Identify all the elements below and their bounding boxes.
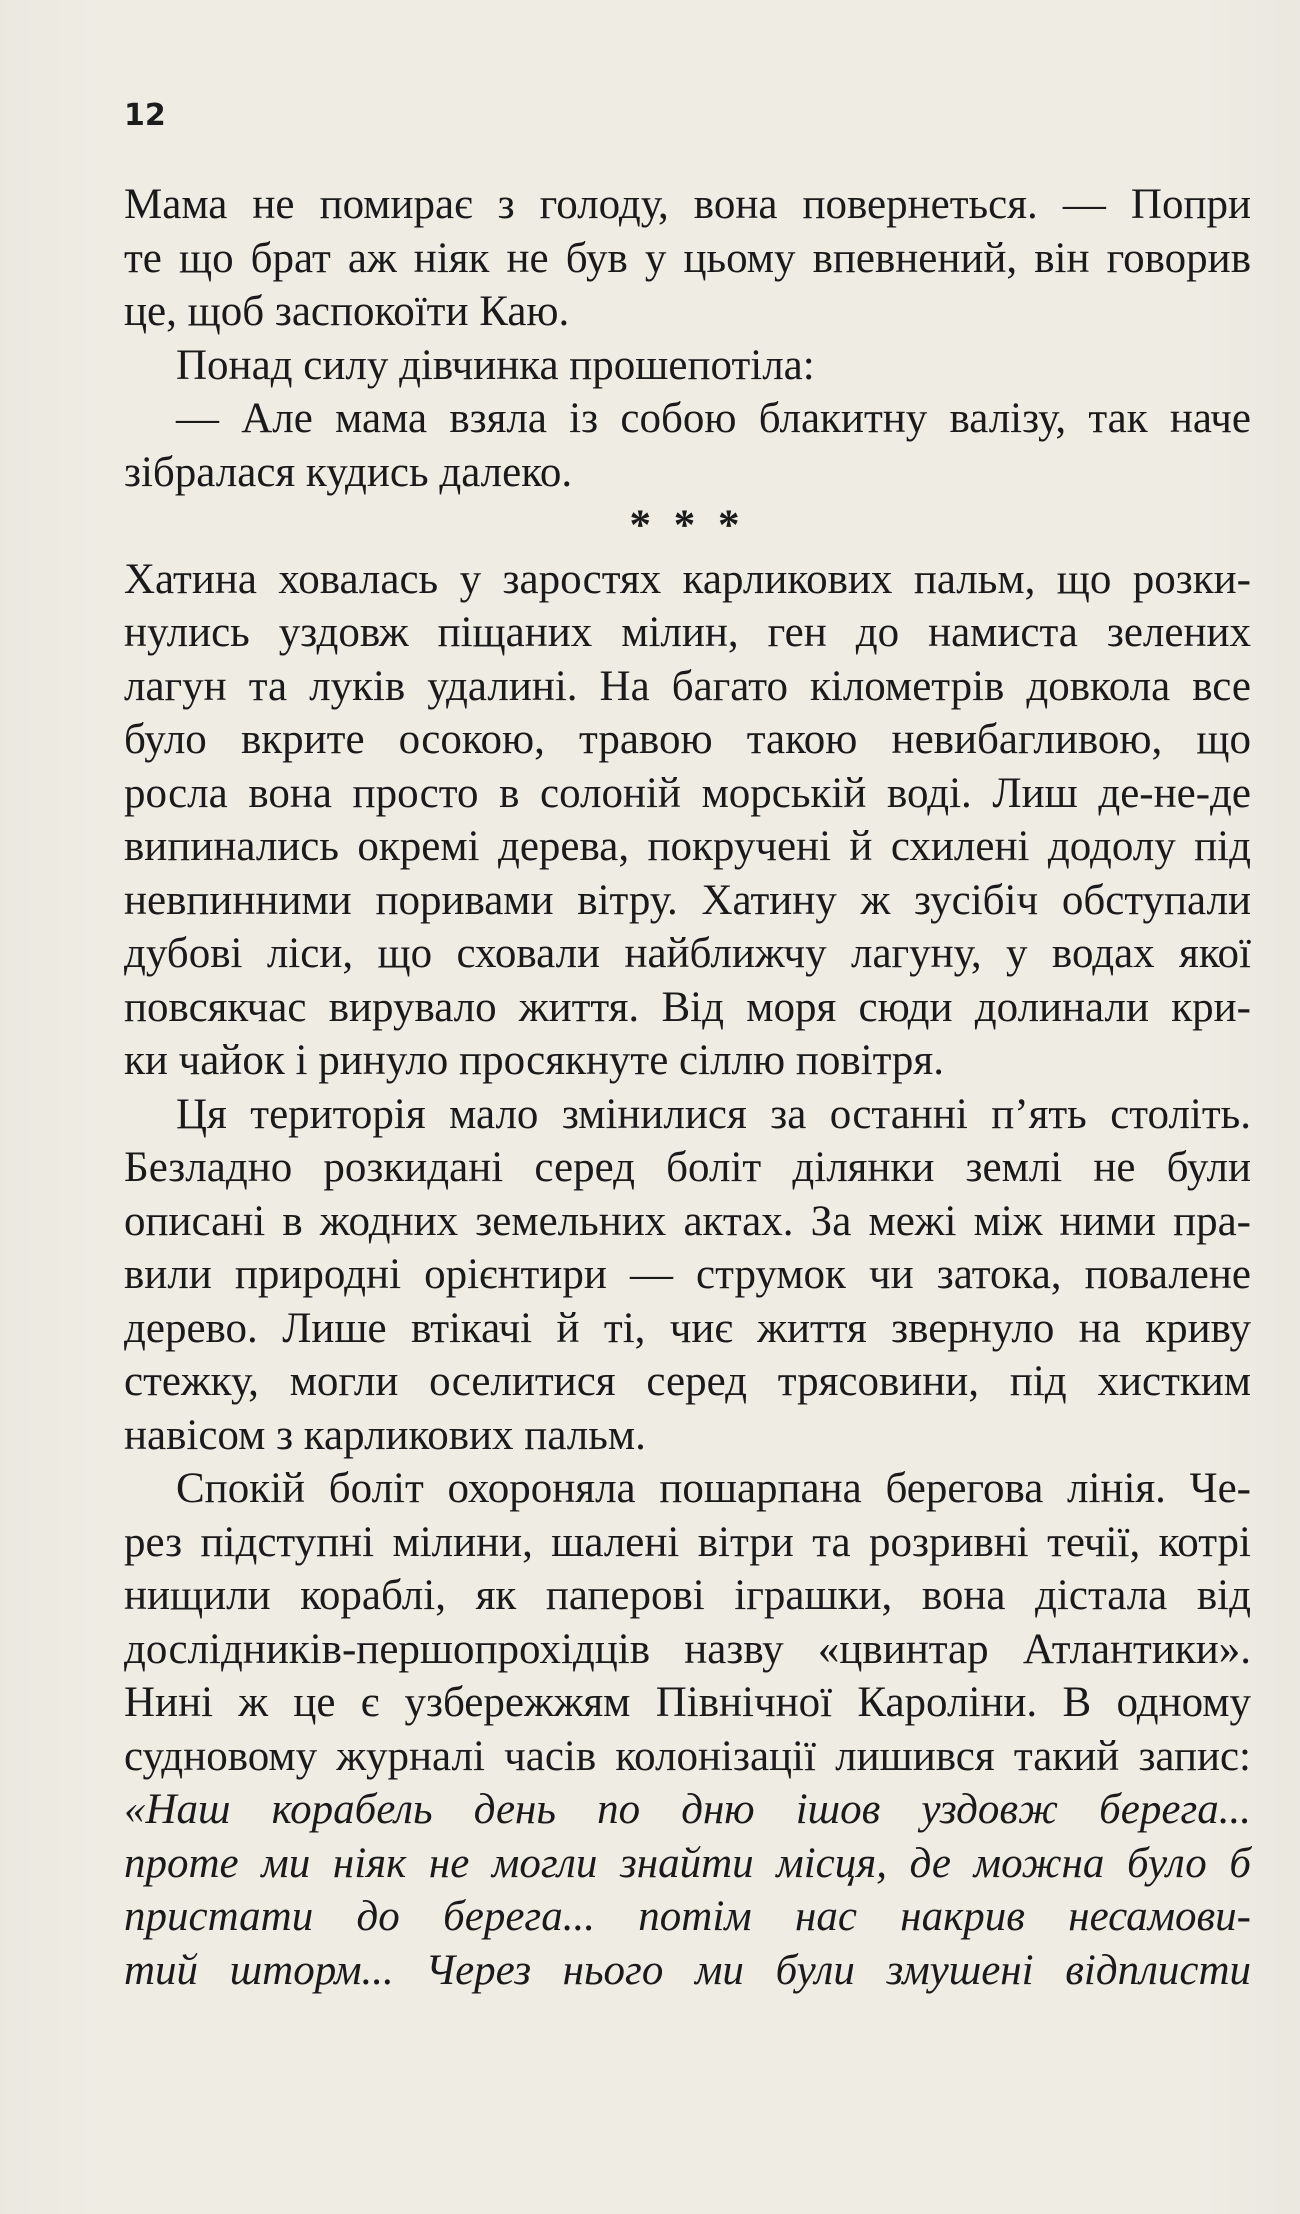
- text-line: дубові ліси, що сховали найближчу лагуну, у водах якої: [124, 930, 1251, 977]
- text-line: рез підступні мілини, шалені вітри та розривні течії, котрі: [124, 1518, 1251, 1566]
- paragraph: [124, 392, 1251, 499]
- paragraph: [124, 1462, 1251, 1783]
- text-line: те що брат аж ніяк не був у цьому впевнений, він говорив: [124, 234, 1251, 282]
- page-number: 12: [124, 98, 166, 133]
- text-line: нищили кораблі, як паперові іграшки, вона дістала від: [124, 1572, 1251, 1619]
- text-line: Ця територія мало змінилися за останні п’ять століть.: [176, 1090, 1251, 1138]
- text-line: стежку, могли оселитися серед трясовини, під хистким: [124, 1358, 1251, 1405]
- text-line: невпинними поривами вітру. Хатину ж зусібіч обступали: [124, 876, 1251, 924]
- text-line: зібралася кудись далеко.: [124, 448, 573, 496]
- text-line: Понад силу дівчинка прошепотіла:: [176, 341, 815, 389]
- text-line: «Наш корабель день по дню ішов уздовж берега...: [124, 1786, 1251, 1833]
- text-line: тий шторм... Через нього ми були змушені відплисти: [124, 1946, 1251, 1994]
- text-line: було вкрите осокою, травою такою невибагливою, що: [124, 716, 1251, 763]
- text-line: це, щоб заспокоїти Каю.: [124, 288, 570, 335]
- paragraph: [124, 553, 1251, 1088]
- text-line: Мама не помирає з голоду, вона повернеться. — Попри: [124, 181, 1251, 228]
- text-line: судновому журналі часів колонізації лишився такий запис:: [124, 1732, 1251, 1780]
- text-line: проте ми ніяк не могли знайти місця, де можна було б: [124, 1839, 1251, 1887]
- text-line: дерево. Лише втікачі й ті, чиє життя звернуло на криву: [124, 1304, 1251, 1352]
- text-line: навісом з карликових пальм.: [124, 1411, 646, 1459]
- paragraph: [124, 178, 1251, 339]
- text-line: описані в жодних земельних актах. За межі між ними пра-: [124, 1197, 1251, 1245]
- page-text: [124, 178, 1251, 1997]
- text-line: нулись уздовж піщаних мілин, ген до намиста зелених: [124, 609, 1251, 656]
- section-separator: * * *: [629, 502, 746, 549]
- paragraph: [124, 1088, 1251, 1463]
- text-line: вили природні орієнтири — струмок чи затока, повалене: [124, 1251, 1251, 1298]
- text-line: Безладно розкидані серед боліт ділянки землі не були: [124, 1144, 1251, 1191]
- text-line: лагун та луків удалині. На багато кілометрів довкола все: [124, 662, 1251, 710]
- text-line: Нині ж це є узбережжям Північної Кароліни. В одному: [124, 1679, 1251, 1726]
- text-line: Хатина ховалась у заростях карликових пальм, що розки-: [124, 555, 1251, 603]
- text-line: ки чайок і ринуло просякнуте сіллю повітря.: [124, 1037, 944, 1084]
- paragraph: [124, 339, 1251, 393]
- text-line: випинались окремі дерева, покручені й схилені додолу під: [124, 823, 1251, 870]
- text-line: повсякчас вирувало життя. Від моря сюди долинали кри-: [124, 983, 1251, 1031]
- text-line: — Але мама взяла із собою блакитну валізу, так наче: [176, 395, 1251, 442]
- text-line: пристати до берега... потім нас накрив несамови-: [124, 1893, 1251, 1940]
- text-line: росла вона просто в солоній морській воді. Лиш де-не-де: [124, 769, 1251, 817]
- quote-paragraph: [124, 1783, 1251, 1997]
- text-line: дослідників-першопрохідців назву «цвинтар Атлантики».: [124, 1625, 1251, 1673]
- text-line: Спокій боліт охороняла пошарпана берегова лінія. Че-: [176, 1465, 1251, 1512]
